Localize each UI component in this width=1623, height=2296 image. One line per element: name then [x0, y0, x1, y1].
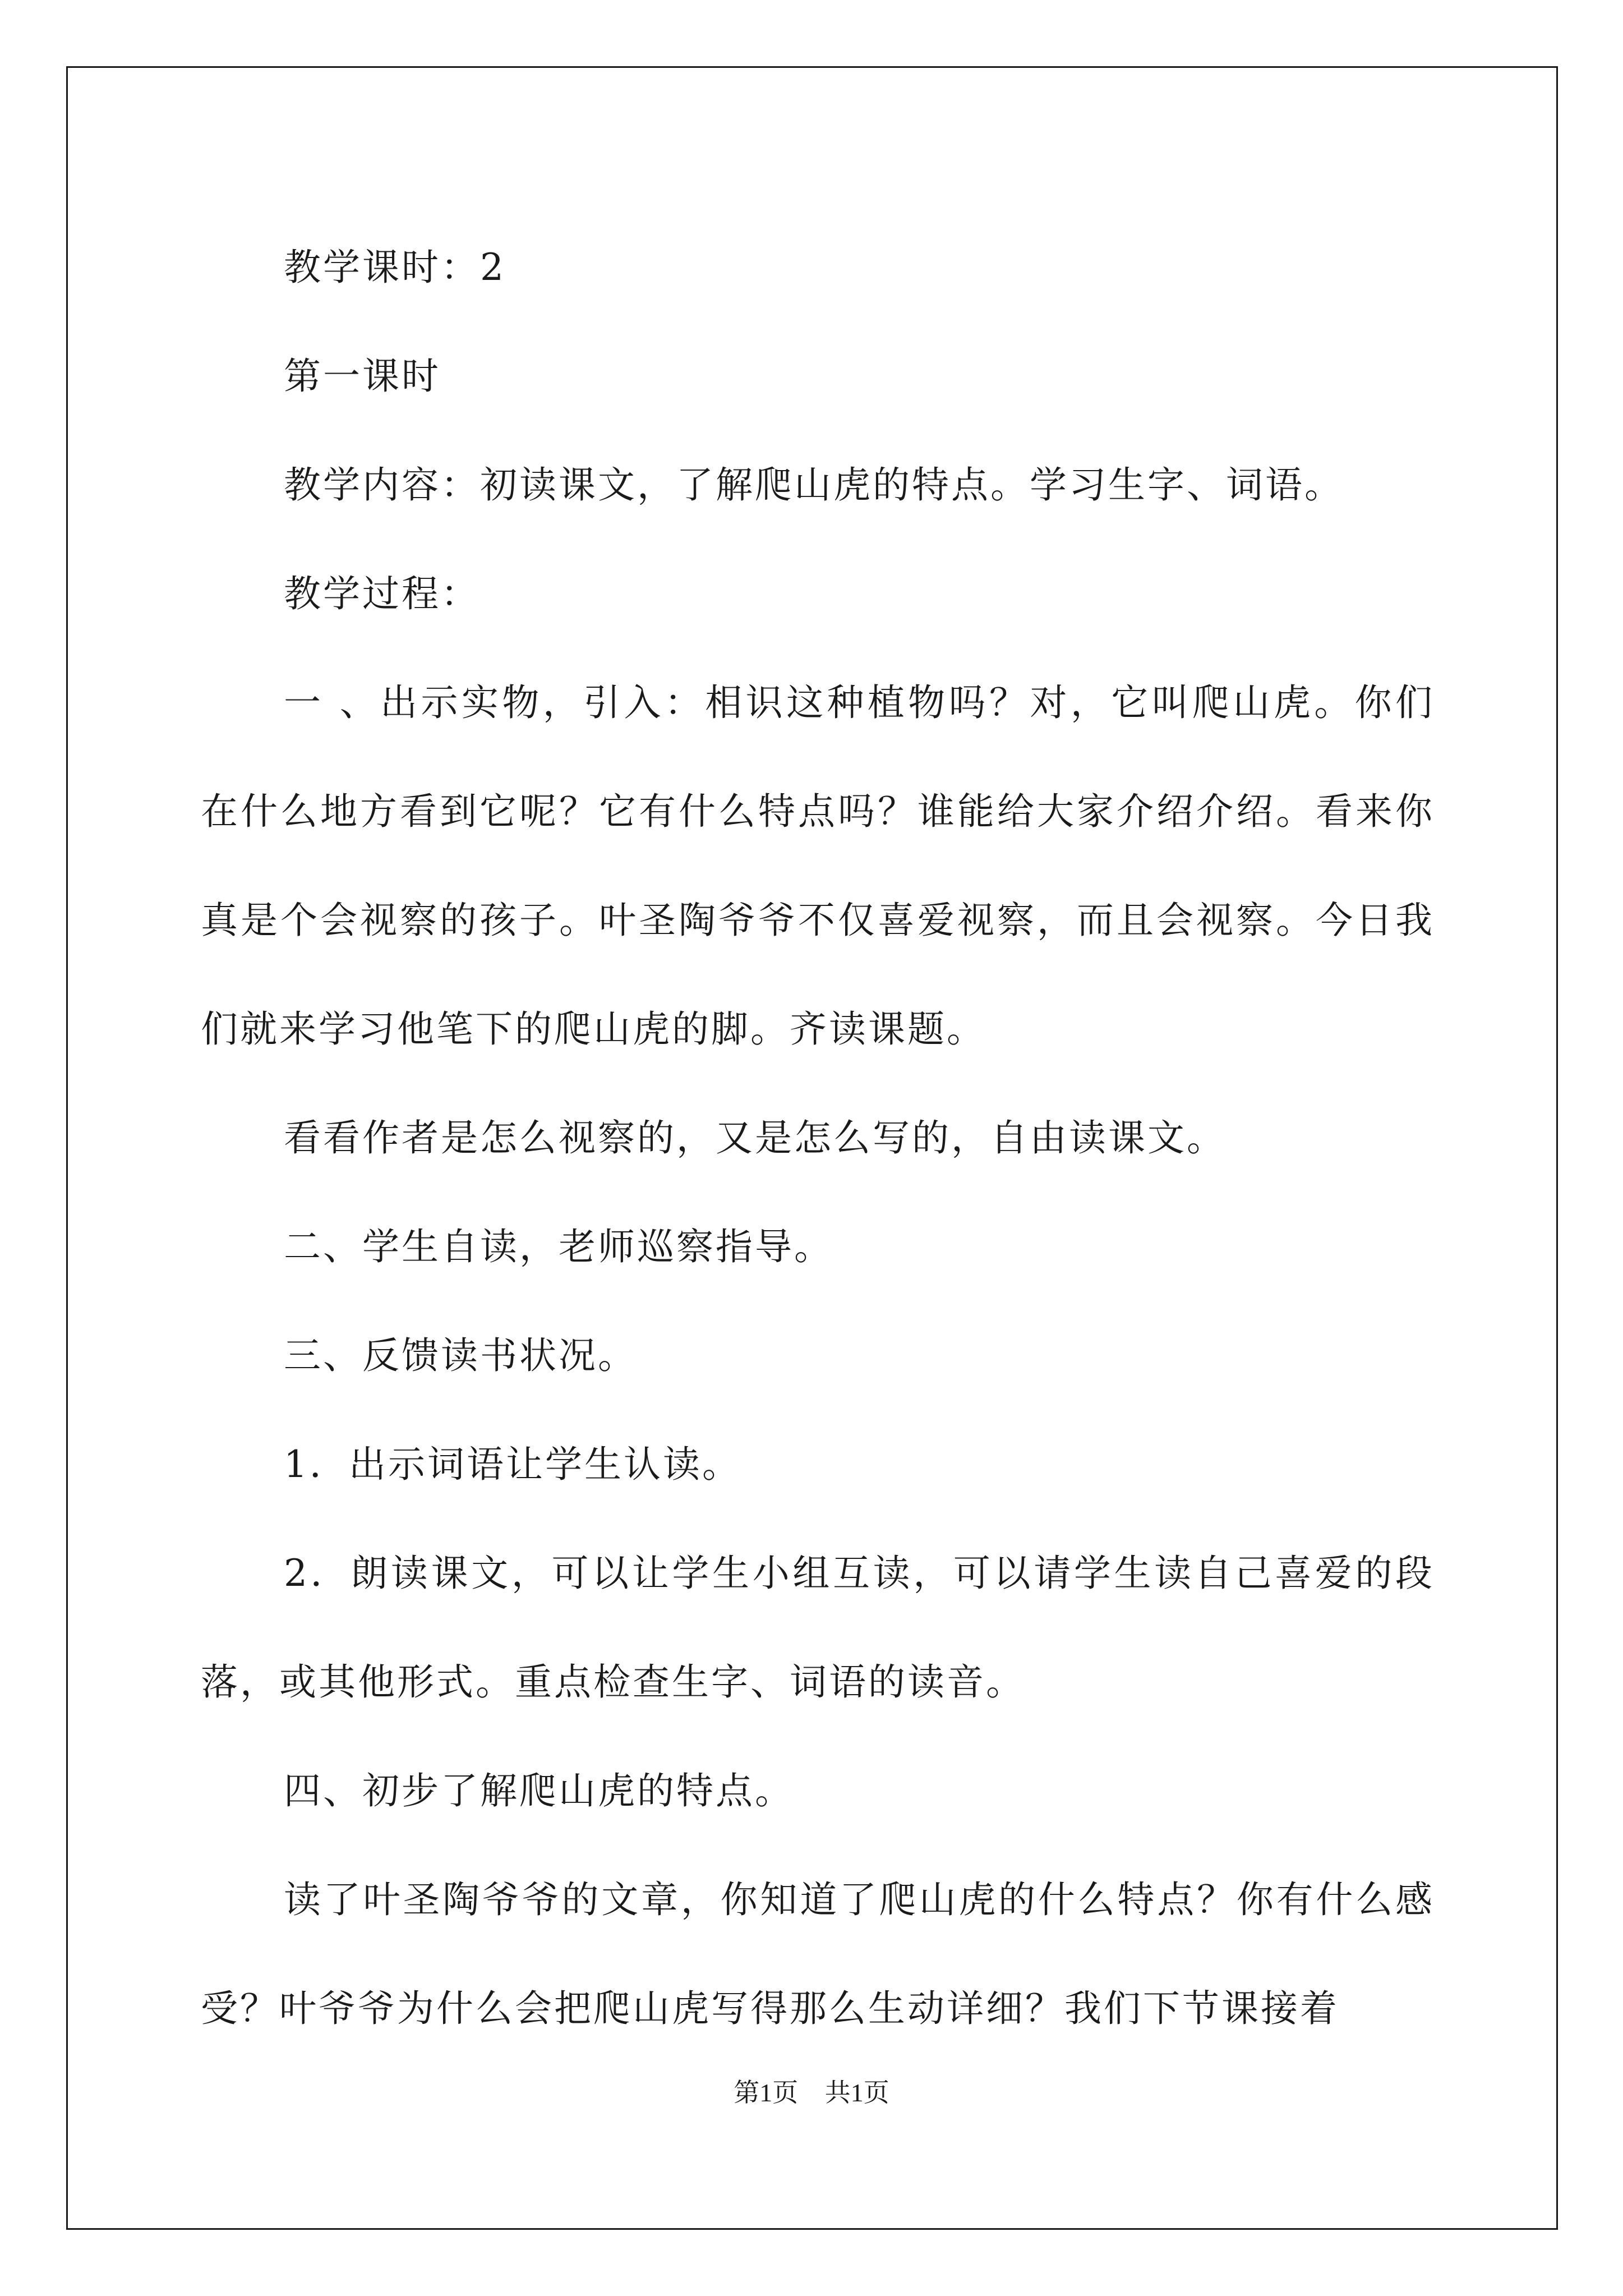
- page-number-total: 共1页: [824, 2078, 889, 2107]
- paragraph: 三、反馈读书状况。: [284, 1334, 637, 1377]
- page-number-current: 第1页: [734, 2078, 799, 2107]
- paragraph: 读了叶圣陶爷爷的文章，你知道了爬山虎的什么特点？你有什么感受？叶爷爷为什么会把爬山虎写得那么生动详细？我们下节课接着: [201, 1878, 1435, 2030]
- paragraph: 2．朗读课文，可以让学生小组互读，可以请学生读自己喜爱的段落，或其他形式。重点检查生字、词语的读音。: [201, 1552, 1435, 1704]
- paragraph: 第一课时: [284, 355, 441, 398]
- paragraph: 教学课时：2: [284, 246, 506, 289]
- paragraph: 看看作者是怎么视察的，又是怎么写的，自由读课文。: [284, 1116, 1226, 1159]
- paragraph: 1．出示词语让学生认读。: [284, 1443, 741, 1486]
- page-footer: [0, 2072, 1623, 2109]
- paragraph: 一 、出示实物，引入：相识这种植物吗？对，它叫爬山虎。你们在什么地方看到它呢？它有什么特点吗？谁能给大家介绍介绍。看来你真是个会视察的孩子。叶圣陶爷爷不仅喜爱视察，而且会视察。今日我们就来学习他笔下的爬山虎的脚。齐读课题。: [201, 681, 1435, 1051]
- document-body: [201, 213, 1435, 2063]
- paragraph: 教学内容：初读课文，了解爬山虎的特点。学习生字、词语。: [284, 463, 1344, 507]
- paragraph: 教学过程：: [284, 572, 480, 615]
- paragraph: 四、初步了解爬山虎的特点。: [284, 1769, 794, 1812]
- paragraph: 二、学生自读，老师巡察指导。: [284, 1225, 833, 1268]
